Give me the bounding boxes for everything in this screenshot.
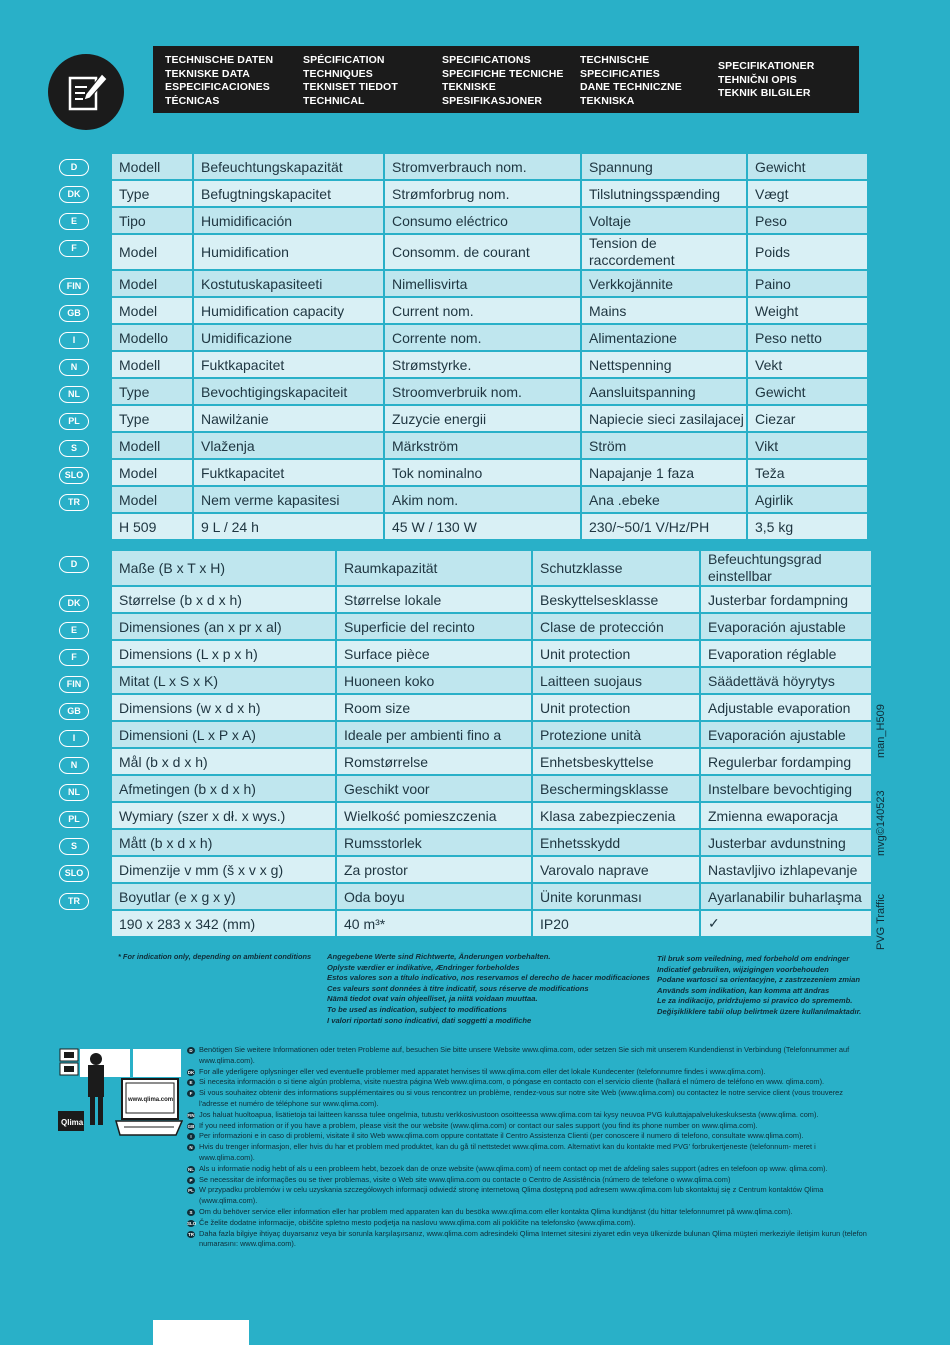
header-text: SPESIFIKASJONER bbox=[442, 94, 543, 107]
table-row bbox=[112, 722, 871, 749]
table-row bbox=[112, 587, 871, 614]
table-cell: Dimensiones (an x pr x al) bbox=[112, 614, 335, 641]
contact-text: Si necesita información o si tiene algún problema, visite nuestra página Web www.qlima.com, o póngase en contacto con el servicio cliente (hallará el número de teléfono en www. qlima.com). bbox=[199, 1077, 825, 1087]
table-cell: Zmienna ewaporacja bbox=[701, 803, 871, 830]
table-cell: Laitteen suojaus bbox=[533, 668, 699, 695]
brand-label: Qlima bbox=[61, 1118, 84, 1127]
table-row bbox=[112, 668, 871, 695]
note-line: Oplyste værdier er indikative, Ændringer forbeholdes bbox=[327, 962, 520, 972]
table-cell: Ünite korunması bbox=[533, 884, 699, 911]
table-row bbox=[112, 695, 871, 722]
header-text: SPECIFICATIES bbox=[580, 67, 660, 80]
table-cell: Raumkapazität bbox=[337, 551, 531, 587]
flag-icon: TR bbox=[188, 1231, 194, 1237]
table-row bbox=[112, 379, 867, 406]
table-cell: Oda boyu bbox=[337, 884, 531, 911]
table-cell: Ana .ebeke bbox=[582, 487, 746, 514]
contact-text: Als u informatie nodig hebt of als u een probleem hebt, bezoek dan de onze website (www.qlima.com) of neem contact op met de afdeling sales support (adres en telefoon op www. qlima.com). bbox=[199, 1163, 828, 1173]
header-col-1 bbox=[165, 54, 273, 108]
note-line: Değişikliklere tabii olup belirtmek üzere kullanılmaktadır. bbox=[657, 1006, 862, 1016]
note-line: Indicatief gebruiken, wijzigingen voorbehouden bbox=[657, 964, 829, 974]
table-row bbox=[112, 460, 867, 487]
table-cell: Bevochtigingskapaciteit bbox=[194, 379, 383, 406]
table-cell: Tok nominalno bbox=[385, 460, 580, 487]
flag-icon: N bbox=[187, 1144, 195, 1151]
contact-paragraph bbox=[187, 1067, 867, 1078]
table-cell: Model bbox=[112, 235, 192, 271]
table-row bbox=[112, 271, 867, 298]
table-cell: Størrelse lokale bbox=[337, 587, 531, 614]
table-cell: 9 L / 24 h bbox=[194, 514, 383, 541]
table-cell: Spannung bbox=[582, 154, 746, 181]
table-cell: Enhetsskydd bbox=[533, 830, 699, 857]
table-cell: Humidification capacity bbox=[194, 298, 383, 325]
table-cell: Room size bbox=[337, 695, 531, 722]
table-cell: Stroomverbruik nom. bbox=[385, 379, 580, 406]
note-line: Estos valores son a título indicativo, nos reservamos el derecho de hacer modificaciones bbox=[327, 973, 650, 983]
side-label-model: man_H509 bbox=[875, 704, 887, 758]
table-cell: Peso bbox=[748, 208, 867, 235]
table-cell: Unit protection bbox=[533, 641, 699, 668]
note-line: I valori riportati sono indicativi, dati soggetti a modifiche bbox=[327, 1015, 532, 1025]
language-badge: TR bbox=[59, 893, 89, 910]
table-cell: Gewicht bbox=[748, 379, 867, 406]
header-text: SPECIFICHE TECNICHE bbox=[442, 67, 564, 80]
table-cell: Kostutuskapasiteeti bbox=[194, 271, 383, 298]
contact-paragraph bbox=[187, 1045, 867, 1067]
table-cell: Poids bbox=[748, 235, 867, 271]
table-cell: Instelbare bevochtiging bbox=[701, 776, 871, 803]
contact-paragraph bbox=[187, 1218, 867, 1229]
contact-paragraph bbox=[187, 1121, 867, 1132]
table-cell: Fuktkapacitet bbox=[194, 460, 383, 487]
table-row bbox=[112, 298, 867, 325]
table-cell: Consomm. de courant bbox=[385, 235, 580, 271]
header-col-5 bbox=[718, 60, 814, 101]
contact-paragraph bbox=[187, 1142, 867, 1164]
header-text: TECHNISCHE bbox=[580, 54, 650, 66]
table-cell: Säädettävä höyrytys bbox=[701, 668, 871, 695]
header-text: SPECIFICATIONS bbox=[442, 54, 531, 66]
header-text: TECHNIQUES bbox=[303, 67, 373, 80]
header-text: TEKNISET TIEDOT bbox=[303, 81, 398, 93]
table-cell: Model bbox=[112, 298, 192, 325]
edit-document-icon bbox=[48, 54, 124, 130]
table-cell: Fuktkapacitet bbox=[194, 352, 383, 379]
table-cell: Justerbar avdunstning bbox=[701, 830, 871, 857]
table-cell: Beskyttelsesklasse bbox=[533, 587, 699, 614]
table-cell: Agirlik bbox=[748, 487, 867, 514]
table-cell: Ayarlanabilir buharlaşma bbox=[701, 884, 871, 911]
table-cell: Evaporación ajustable bbox=[701, 722, 871, 749]
table-cell: Modell bbox=[112, 433, 192, 460]
table-cell: Adjustable evaporation bbox=[701, 695, 871, 722]
language-badge: D bbox=[59, 556, 89, 573]
table-cell: Humidification bbox=[194, 235, 383, 271]
header-col-3 bbox=[442, 54, 564, 108]
contact-text: Če želite dodatne informacije, obiščite spletno mesto podjetja na naslovu www.qlima.com ali pokličite na telefonsko (www.qlima.com). bbox=[199, 1217, 636, 1227]
table-cell: Boyutlar (e x g x y) bbox=[112, 884, 335, 911]
table-cell: Tension de raccordement bbox=[582, 235, 746, 271]
table-cell: ✓ bbox=[701, 911, 871, 938]
table-cell: Enhetsbeskyttelse bbox=[533, 749, 699, 776]
table-cell: Maße (B x T x H) bbox=[112, 551, 335, 587]
header-col-2 bbox=[303, 54, 398, 108]
language-badge: I bbox=[59, 730, 89, 747]
language-badge: SLO bbox=[59, 467, 89, 484]
table-row bbox=[112, 551, 871, 587]
table-cell: Clase de protección bbox=[533, 614, 699, 641]
flag-icon: E bbox=[187, 1079, 195, 1086]
table-row bbox=[112, 749, 871, 776]
header-text: TEKNISKE bbox=[442, 81, 496, 93]
table-cell: Modell bbox=[112, 154, 192, 181]
table-cell: Befugtningskapacitet bbox=[194, 181, 383, 208]
language-badge: SLO bbox=[59, 865, 89, 882]
language-badge: DK bbox=[59, 186, 89, 203]
flag-icon: FIN bbox=[187, 1112, 195, 1118]
contact-info bbox=[187, 1045, 867, 1250]
contact-paragraph bbox=[187, 1185, 867, 1207]
table-cell: Nem verme kapasitesi bbox=[194, 487, 383, 514]
language-badge: PL bbox=[59, 413, 89, 430]
header-text: ESPECIFICACIONES bbox=[165, 81, 270, 93]
table-cell: Modell bbox=[112, 352, 192, 379]
flag-icon: I bbox=[187, 1133, 195, 1140]
header-text: TECHNICAL bbox=[303, 94, 365, 107]
contact-text: For alle yderligere oplysninger eller ved eventuelle problemer med apparatet henvises til www.qlima.com eller det lokale Kundecenter (telefonnumre findes i www.qlima.com). bbox=[199, 1066, 766, 1076]
table-cell: Paino bbox=[748, 271, 867, 298]
table-cell: Befeuchtungsgrad einstellbar bbox=[701, 551, 871, 587]
note-line: Le za indikacijo, pridržujemo si pravico do sprememb. bbox=[657, 996, 853, 1006]
flag-icon: P bbox=[187, 1177, 195, 1184]
language-badge: S bbox=[59, 838, 89, 855]
table-cell: Romstørrelse bbox=[337, 749, 531, 776]
table-cell: Nawilżanie bbox=[194, 406, 383, 433]
table-cell: Vlaženja bbox=[194, 433, 383, 460]
table-row bbox=[112, 235, 867, 271]
contact-paragraph bbox=[187, 1088, 867, 1110]
table-cell: Akim nom. bbox=[385, 487, 580, 514]
language-badge: N bbox=[59, 359, 89, 376]
contact-paragraph bbox=[187, 1110, 867, 1121]
table-row bbox=[112, 181, 867, 208]
table-cell: Model bbox=[112, 460, 192, 487]
table-cell: IP20 bbox=[533, 911, 699, 938]
contact-paragraph bbox=[187, 1077, 867, 1088]
table-cell: Mains bbox=[582, 298, 746, 325]
url-label: www.qlima.com bbox=[128, 1097, 174, 1103]
flag-icon: F bbox=[187, 1090, 195, 1097]
table-cell: Geschikt voor bbox=[337, 776, 531, 803]
table-cell: Model bbox=[112, 487, 192, 514]
table-cell: Afmetingen (b x d x h) bbox=[112, 776, 335, 803]
flag-icon: DK bbox=[187, 1069, 195, 1075]
header-col-4 bbox=[580, 54, 682, 108]
table-cell: Type bbox=[112, 406, 192, 433]
table-row bbox=[112, 433, 867, 460]
header-text: TEKNISKE DATA bbox=[165, 67, 250, 80]
table-cell: Humidificación bbox=[194, 208, 383, 235]
table-cell: Weight bbox=[748, 298, 867, 325]
language-badge: F bbox=[59, 240, 89, 257]
header-bar bbox=[153, 46, 859, 113]
table-cell: Evaporación ajustable bbox=[701, 614, 871, 641]
language-badge: GB bbox=[59, 703, 89, 720]
table-row bbox=[112, 884, 871, 911]
note-line: Til bruk som veiledning, med forbehold om endringer bbox=[657, 954, 850, 963]
table-cell: Mål (b x d x h) bbox=[112, 749, 335, 776]
flag-icon: PL bbox=[188, 1188, 194, 1194]
table-cell: Gewicht bbox=[748, 154, 867, 181]
table-row bbox=[112, 208, 867, 235]
table-cell: Umidificazione bbox=[194, 325, 383, 352]
header-text: SPECIFIKATIONER bbox=[718, 60, 815, 72]
table-cell: Tipo bbox=[112, 208, 192, 235]
table-row bbox=[112, 911, 871, 938]
table-cell: Za prostor bbox=[337, 857, 531, 884]
table-cell: Nastavljivo izhlapevanje bbox=[701, 857, 871, 884]
table-cell: Zuzycie energii bbox=[385, 406, 580, 433]
table-cell: Nimellisvirta bbox=[385, 271, 580, 298]
flag-icon: D bbox=[187, 1047, 195, 1054]
table-cell: Wymiary (szer x dł. x wys.) bbox=[112, 803, 335, 830]
table-cell: Type bbox=[112, 181, 192, 208]
table-cell: Mått (b x d x h) bbox=[112, 830, 335, 857]
table-cell: Rumsstorlek bbox=[337, 830, 531, 857]
contact-text: If you need information or if you have a problem, please visit the our website (www.qlima.com) or contact our sales support (you find its phone number on www.qlima.com). bbox=[199, 1120, 758, 1130]
table-cell: Befeuchtungskapazität bbox=[194, 154, 383, 181]
side-label-printer: PVG Traffic bbox=[875, 893, 887, 950]
table-row bbox=[112, 352, 867, 379]
contact-text: Om du behöver service eller information eller har problem med apparaten kan du besöka www.qlima.com eller kontakta Qlima kundtjänst (du hittar telefonnumret på www.qlima.com). bbox=[199, 1206, 793, 1216]
table-cell: Dimensioni (L x P x A) bbox=[112, 722, 335, 749]
table-row bbox=[112, 614, 871, 641]
table-cell: Wielkość pomieszczenia bbox=[337, 803, 531, 830]
table-cell: Aansluitspanning bbox=[582, 379, 746, 406]
table-row bbox=[112, 514, 867, 541]
table-cell: Modello bbox=[112, 325, 192, 352]
table-cell: Strømforbrug nom. bbox=[385, 181, 580, 208]
table-row bbox=[112, 641, 871, 668]
table-cell: Vikt bbox=[748, 433, 867, 460]
contact-text: Si vous souhaitez obtenir des informations supplémentaires ou si vous rencontrez un problème, rendez-vous sur notre site Web (www.qlima.com) ou contactez le notre service client (vous trouverez l'adresse et numéro de téléphone sur www.qlima.com). bbox=[199, 1088, 843, 1108]
language-badge: GB bbox=[59, 305, 89, 322]
language-badge: S bbox=[59, 440, 89, 457]
header-text: DANE TECHNICZNE bbox=[580, 81, 682, 93]
table-cell: 3,5 kg bbox=[748, 514, 867, 541]
contact-paragraph bbox=[187, 1131, 867, 1142]
header-text: TEHNIČNI OPIS bbox=[718, 73, 797, 86]
table-row bbox=[112, 830, 871, 857]
table-cell: Vægt bbox=[748, 181, 867, 208]
table-cell: Unit protection bbox=[533, 695, 699, 722]
contact-text: Jos haluat huoltoapua, lisätietoja tai laitteen kanssa tulee ongelmia, tutustu verkkosivustoon osoitteessa www.qlima.com tai kysy neuvoa PVG kuluttajapalvelukeskuksesta (www.qlima. com). bbox=[199, 1109, 819, 1119]
language-badge: E bbox=[59, 622, 89, 639]
table-row bbox=[112, 803, 871, 830]
table-cell: Beschermingsklasse bbox=[533, 776, 699, 803]
header-text: SPÉCIFICATION bbox=[303, 54, 385, 66]
table-cell: Superficie del recinto bbox=[337, 614, 531, 641]
table-cell: Ideale per ambienti fino a bbox=[337, 722, 531, 749]
contact-paragraph bbox=[187, 1164, 867, 1175]
note-line: Används som indikation, kan komma att ändras bbox=[657, 985, 830, 995]
notes-right bbox=[657, 954, 861, 1018]
table-cell: Type bbox=[112, 379, 192, 406]
contact-text: Se necessitar de informações ou se tiver problemas, visite o Web site www.qlima.com ou contacte o Centro de Assistência (número de telefone o www.qlima.com) bbox=[199, 1174, 731, 1184]
footnote: * For indication only, depending on ambient conditions bbox=[118, 952, 312, 961]
contact-paragraph bbox=[187, 1229, 867, 1251]
table-cell: Klasa zabezpieczenia bbox=[533, 803, 699, 830]
contact-text: Daha fazla bilgiye ihtiyaç duyarsanız veya bir sorunla karşılaşırsanız, www.qlima.com adresindeki Qlima Internet sitesini ziyaret edin veya ülkenizde bulunan Qlima müşteri merkeziyle iletişim kurun (telefon numarasını: www.qlima.com). bbox=[199, 1228, 867, 1249]
contact-paragraph bbox=[187, 1207, 867, 1218]
contact-paragraph bbox=[187, 1175, 867, 1186]
header-text: TEKNISKA bbox=[580, 94, 635, 107]
table-cell: Dimensions (w x d x h) bbox=[112, 695, 335, 722]
table-cell: Huoneen koko bbox=[337, 668, 531, 695]
table-cell: Størrelse (b x d x h) bbox=[112, 587, 335, 614]
table-cell: Justerbar fordampning bbox=[701, 587, 871, 614]
header-text: TÉCNICAS bbox=[165, 94, 220, 107]
table-cell: Peso netto bbox=[748, 325, 867, 352]
language-badge: NL bbox=[59, 784, 89, 801]
table-cell: Vekt bbox=[748, 352, 867, 379]
table-row bbox=[112, 487, 867, 514]
language-badge: N bbox=[59, 757, 89, 774]
language-badge: E bbox=[59, 213, 89, 230]
note-line: Angegebene Werte sind Richtwerte, Änderungen vorbehalten. bbox=[327, 952, 551, 961]
table-cell: Dimenzije v mm (š x v x g) bbox=[112, 857, 335, 884]
table-cell: Tilslutningsspænding bbox=[582, 181, 746, 208]
language-badge: F bbox=[59, 649, 89, 666]
flag-icon: GB bbox=[187, 1123, 195, 1129]
flag-icon: S bbox=[187, 1209, 195, 1216]
spec-table-1 bbox=[112, 154, 867, 541]
contact-text: W przypadku problemów i w celu uzyskania szczegółowych informacji odwiedź stronę internetową Qlima dostępną pod adresem www.qlima.com lub skontaktuj się z Centrum kontaktów Qlima (www.qlima.com). bbox=[199, 1185, 824, 1206]
note-line: Nämä tiedot ovat vain ohjeelliset, ja niitä voidaan muuttaa. bbox=[327, 994, 538, 1004]
table-cell: Ciezar bbox=[748, 406, 867, 433]
header-text: TEKNIK BILGILER bbox=[718, 87, 811, 99]
table-cell: Protezione unità bbox=[533, 722, 699, 749]
note-line: Podane wartosci sa orientacyjne, z zastrzezeniem zmian bbox=[657, 975, 860, 985]
table-cell: Ström bbox=[582, 433, 746, 460]
table-cell: H 509 bbox=[112, 514, 192, 541]
contact-text: Benötigen Sie weitere Informationen oder treten Probleme auf, besuchen Sie bitte unsere Website www.qlima.com, oder setzen Sie sich mit unserem Kundendienst in Verbindung (Telefonnummer auf www.qlima.com). bbox=[199, 1045, 850, 1065]
spec-table-2 bbox=[112, 551, 871, 938]
table-cell: Voltaje bbox=[582, 208, 746, 235]
side-label-version: mvg©140523 bbox=[875, 790, 887, 856]
table-row bbox=[112, 154, 867, 181]
header-text: TECHNISCHE DATEN bbox=[165, 54, 274, 66]
table-cell: Nettspenning bbox=[582, 352, 746, 379]
table-cell: 190 x 283 x 342 (mm) bbox=[112, 911, 335, 938]
table-cell: Napajanje 1 faza bbox=[582, 460, 746, 487]
language-badge: I bbox=[59, 332, 89, 349]
table-row bbox=[112, 776, 871, 803]
table-cell: Märkström bbox=[385, 433, 580, 460]
service-illustration bbox=[58, 1047, 183, 1142]
table-cell: Current nom. bbox=[385, 298, 580, 325]
language-badge: DK bbox=[59, 595, 89, 612]
table-cell: 40 m³* bbox=[337, 911, 531, 938]
notes-mid bbox=[327, 952, 650, 1026]
language-badge: NL bbox=[59, 386, 89, 403]
table-cell: Alimentazione bbox=[582, 325, 746, 352]
note-line: Ces valeurs sont données à titre indicatif, sous réserve de modifications bbox=[327, 983, 589, 993]
footer-box bbox=[153, 1320, 249, 1345]
table-cell: 230/~50/1 V/Hz/PH bbox=[582, 514, 746, 541]
table-cell: Regulerbar fordamping bbox=[701, 749, 871, 776]
table-cell: Verkkojännite bbox=[582, 271, 746, 298]
table-cell: Strømstyrke. bbox=[385, 352, 580, 379]
table-cell: Evaporation réglable bbox=[701, 641, 871, 668]
language-badge: FIN bbox=[59, 676, 89, 693]
table-cell: Varovalo naprave bbox=[533, 857, 699, 884]
language-badge: FIN bbox=[59, 278, 89, 295]
language-badge: PL bbox=[59, 811, 89, 828]
contact-text: Per informazioni e in caso di problemi, visitate il sito Web www.qlima.com oppure contattate il Centro Assistenza Clienti (per conoscere il numero di telefono, consultate www.qlima.com). bbox=[199, 1131, 804, 1141]
language-badge: D bbox=[59, 159, 89, 176]
table-cell: Model bbox=[112, 271, 192, 298]
note-line: To be used as indication, subject to modifications bbox=[327, 1004, 507, 1014]
table-cell: Consumo eléctrico bbox=[385, 208, 580, 235]
table-row bbox=[112, 325, 867, 352]
table-cell: Stromverbrauch nom. bbox=[385, 154, 580, 181]
table-row bbox=[112, 406, 867, 433]
table-cell: Napiecie sieci zasilajacej bbox=[582, 406, 746, 433]
table-cell: Dimensions (L x p x h) bbox=[112, 641, 335, 668]
table-cell: Surface pièce bbox=[337, 641, 531, 668]
table-cell: Teža bbox=[748, 460, 867, 487]
contact-text: Hvis du trenger informasjon, eller hvis du har et problem med produktet, kan du gå til nettstedet www.qlima.com. Alternativt kan du kontakte med PVG' forbrukertjeneste (telefonnum- meret i www.qlima.com). bbox=[199, 1142, 816, 1162]
table-cell: Mitat (L x S x K) bbox=[112, 668, 335, 695]
language-badge: TR bbox=[59, 494, 89, 511]
table-row bbox=[112, 857, 871, 884]
table-cell: 45 W / 130 W bbox=[385, 514, 580, 541]
flag-icon: SLO bbox=[187, 1220, 197, 1226]
table-cell: Schutzklasse bbox=[533, 551, 699, 587]
flag-icon: NL bbox=[188, 1166, 194, 1172]
table-cell: Corrente nom. bbox=[385, 325, 580, 352]
